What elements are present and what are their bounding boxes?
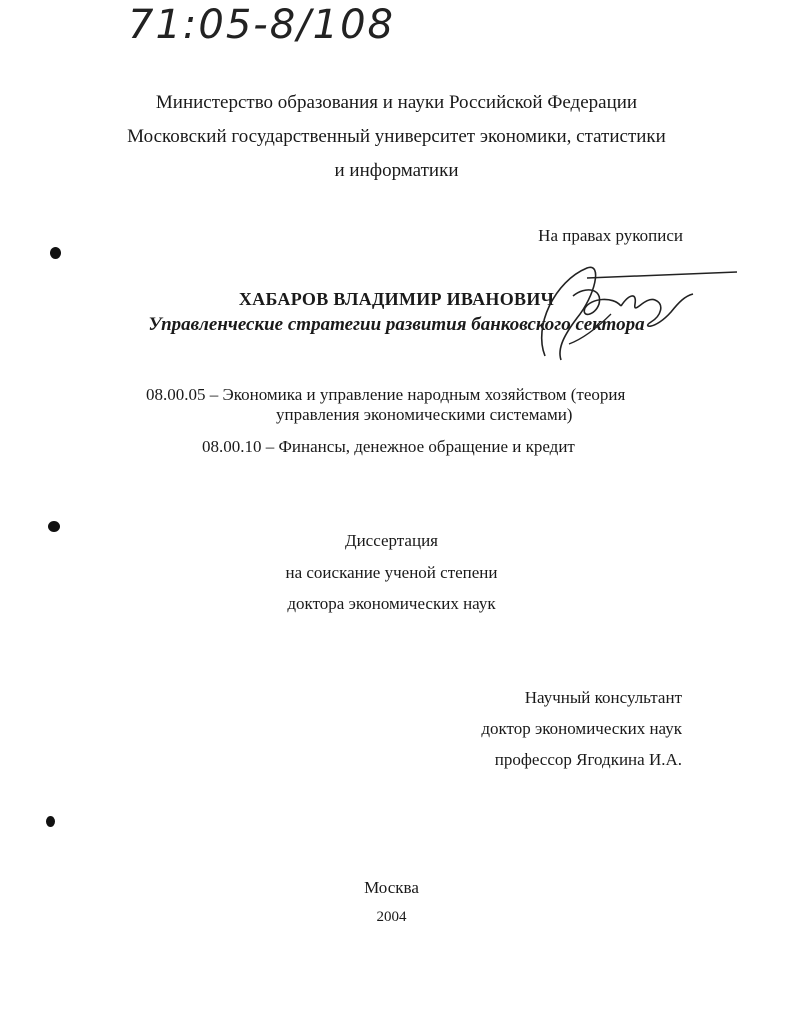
specialty-1-line-1: 08.00.05 – Экономика и управление народным хозяйством (теория xyxy=(146,385,626,404)
manuscript-note: На правах рукописи xyxy=(538,226,683,245)
ministry-line: Министерство образования и науки Российской Федерации xyxy=(155,92,638,113)
specialty-2: 08.00.10 – Финансы, денежное обращение и кредит xyxy=(202,437,575,456)
dissertation-label: Диссертация xyxy=(344,531,438,550)
consultant-name: профессор Ягодкина И.А. xyxy=(494,750,682,769)
binding-hole-mark xyxy=(50,247,61,259)
specialty-1-line-2: управления экономическими системами) xyxy=(276,405,573,424)
university-line-1: Московский государственный университет экономики, статистики xyxy=(127,126,666,147)
signature xyxy=(525,256,745,371)
city: Москва xyxy=(364,878,419,897)
university-line-2: и информатики xyxy=(334,160,459,181)
dissertation-title: Управленческие стратегии развития банковского сектора xyxy=(148,314,645,335)
consultant-label: Научный консультант xyxy=(524,688,682,707)
year: 2004 xyxy=(376,909,407,925)
archive-stamp: 71:05-8/108 xyxy=(128,2,395,48)
degree-name: доктора экономических наук xyxy=(287,594,496,613)
consultant-degree: доктор экономических наук xyxy=(481,719,682,738)
binding-hole-mark xyxy=(46,816,55,827)
degree-line: на соискание ученой степени xyxy=(285,563,498,582)
author-name: ХАБАРОВ ВЛАДИМИР ИВАНОВИЧ xyxy=(238,289,555,309)
